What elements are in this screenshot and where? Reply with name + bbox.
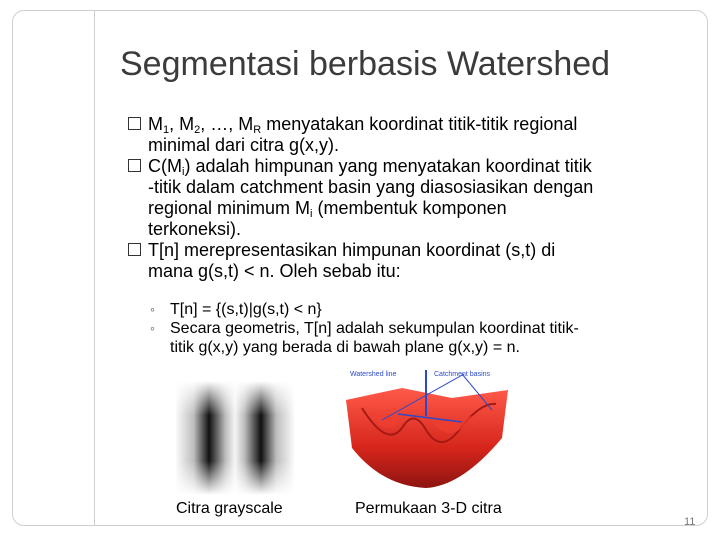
- bullet-text: -titik dalam catchment basin yang diasosiasikan dengan: [148, 177, 594, 197]
- sub-bullet-item-2: [148, 319, 700, 357]
- sub-bullet-item-1: [148, 300, 700, 319]
- surface-3d-image: [342, 368, 512, 490]
- sub-bullet-text: Secara geometris, T[n] adalah sekumpulan koordinat titik-: [170, 320, 579, 337]
- bullet-text: T[n] merepresentasikan himpunan koordinat (s,t) di: [148, 240, 556, 260]
- slide-title: Segmentasi berbasis Watershed: [120, 45, 611, 83]
- sub-bullet-list: [148, 300, 700, 357]
- bullet-box-icon: [128, 243, 141, 256]
- slide-frame-left: [12, 10, 94, 526]
- page-number: 11: [684, 516, 696, 528]
- bullet-text: minimal dari citra g(x,y).: [148, 135, 340, 155]
- subscript: i: [310, 208, 313, 220]
- bullet-item-2: [128, 156, 700, 240]
- bullet-text: menyatakan koordinat titik-titik regional: [261, 114, 578, 134]
- bullet-text: C(M: [148, 156, 182, 176]
- bullet-text: terkoneksi).: [148, 219, 242, 239]
- caption-grayscale: Citra grayscale: [176, 500, 283, 517]
- bullet-text: mana g(s,t) < n. Oleh sebab itu:: [148, 261, 401, 281]
- bullet-box-icon: [128, 159, 141, 172]
- sub-bullet-text: T[n] = {(s,t)|g(s,t) < n}: [170, 301, 322, 318]
- caption-surface: Permukaan 3-D citra: [355, 500, 502, 517]
- subscript: R: [253, 124, 262, 136]
- bullet-text: ) adalah himpunan yang menyatakan koordinat titik: [184, 156, 592, 176]
- bullet-item-1: [128, 114, 700, 156]
- bullet-text: (membentuk komponen: [312, 198, 507, 218]
- grayscale-image: [176, 381, 294, 495]
- circle-bullet-icon: ◦: [150, 320, 155, 336]
- bullet-text: , …, M: [200, 114, 254, 134]
- subscript: i: [182, 166, 185, 178]
- bullet-item-3: [128, 240, 700, 282]
- circle-bullet-icon: ◦: [150, 301, 155, 317]
- sub-bullet-text: titik g(x,y) yang berada di bawah plane g(x,y) = n.: [170, 339, 520, 356]
- bullet-text: regional minimum M: [148, 198, 311, 218]
- bullet-text: , M: [169, 114, 195, 134]
- label-watershed-line: Watershed line: [350, 371, 397, 378]
- bullet-text: M: [148, 114, 163, 134]
- bullet-box-icon: [128, 117, 141, 130]
- bullet-list: [128, 114, 700, 282]
- subscript: 1: [163, 124, 170, 136]
- label-catchment-basins: Catchment basins: [434, 371, 491, 378]
- subscript: 2: [194, 124, 201, 136]
